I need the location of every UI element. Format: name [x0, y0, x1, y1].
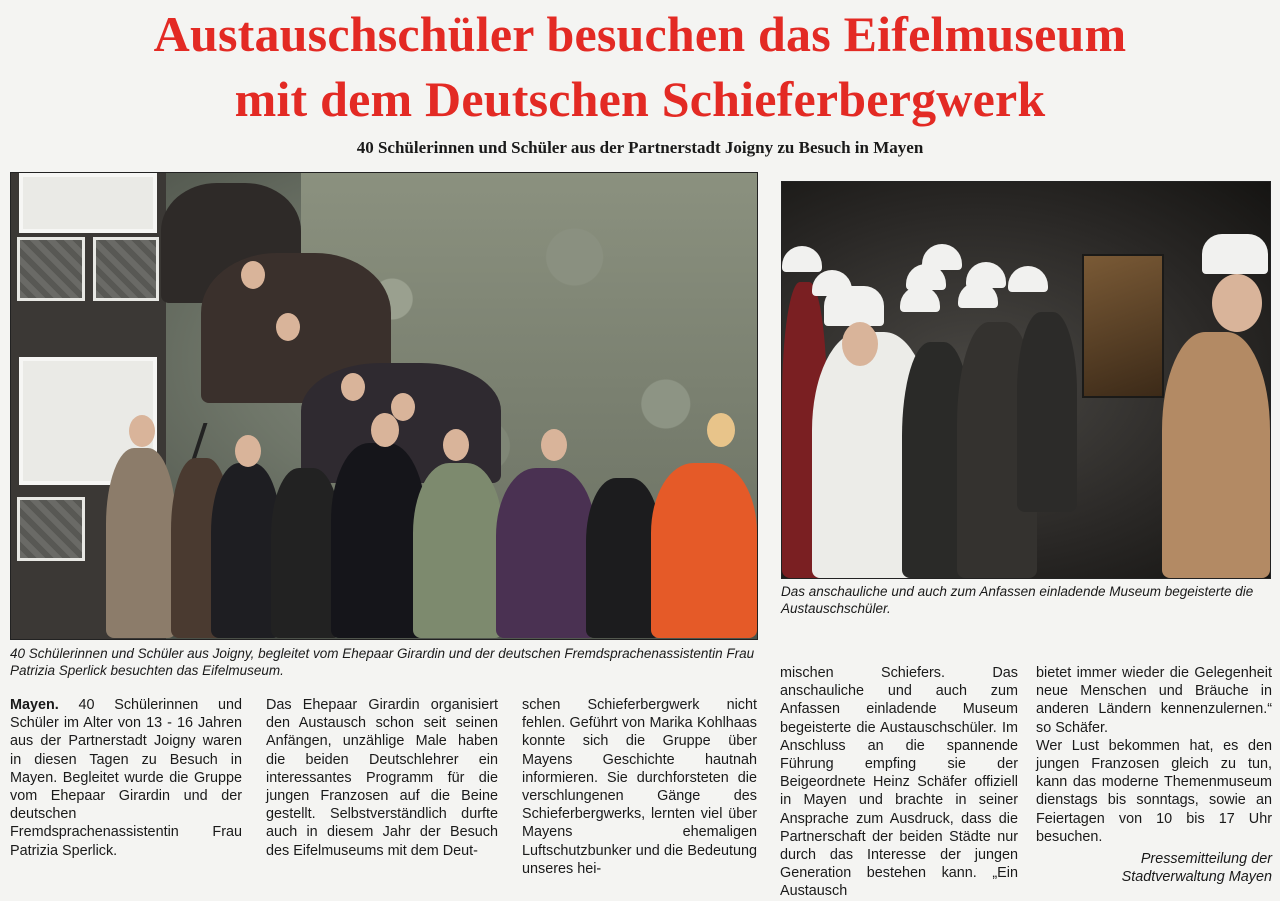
face	[707, 413, 735, 447]
face	[842, 322, 878, 366]
article-column-2	[266, 696, 498, 860]
illuminated-display	[1082, 254, 1164, 398]
student	[586, 478, 661, 638]
woman-green-coat	[413, 463, 503, 638]
face	[371, 413, 399, 447]
article-column-4	[780, 664, 1018, 901]
face	[341, 373, 365, 401]
mine-tour-photo	[781, 181, 1271, 579]
article-column-5	[1036, 664, 1272, 886]
article-column-1	[10, 696, 242, 860]
subheadline: 40 Schülerinnen und Schüler aus der Partnerstadt Joigny zu Besuch in Mayen	[356, 138, 924, 157]
face	[1212, 274, 1262, 332]
face	[235, 435, 261, 467]
helmet-icon	[1008, 266, 1048, 292]
dateline: Mayen.	[10, 697, 59, 713]
museum-guide	[1162, 332, 1270, 578]
face	[443, 429, 469, 461]
article-text: mischen Schiefers. Das anschauliche und auch zum Anfassen einladende Museum begeisterte die Austauschschüler. Im Anschluss an die spannende Führung empfing sie der Beigeordnete Heinz Schäfer offiziell in Mayen und brachte in seiner Ansprache zum Ausdruck, dass die Partnerschaft der beiden Städte nur durch das Interesse der jungen Generation bestehen kann. „Ein Austausch	[780, 665, 1018, 900]
article-text: schen Schieferbergwerk nicht fehlen. Geführt von Marika Kohlhaas konnte sich die Gruppe über Mayens Geschichte hautnah informieren. Sie durchforsteten die verschlungenen Gänge des Schieferbergwerks, lernten viel über Mayens ehemaligen Luftschutzbunker und die Bedeutung unseres hei-	[522, 697, 757, 877]
helmet-icon	[922, 244, 962, 270]
woman-orange-jacket	[651, 463, 757, 638]
article-text: Das Ehepaar Girardin organisiert den Austausch schon seit seinen Anfängen, unzählige Male haben die beiden Deutschlehrer ein interessantes Programm für die jungen Franzosen auf die Beine gestellt. Selbstverständlich durfte auch in diesem Jahr der Besuch des Eifelmuseums mit dem Deut-	[266, 697, 498, 859]
article-text: Wer Lust bekommen hat, es den jungen Franzosen gleich zu tun, kann das moderne Themenmuseum dienstags bis sonntags, sowie an Feiertagen von 10 bis 17 Uhr besuchen.	[1036, 737, 1272, 845]
article-column-3	[522, 696, 757, 878]
signature-line-1: Pressemitteilung der	[1140, 851, 1272, 868]
face	[129, 415, 155, 447]
article-text: bietet immer wieder die Gelegenheit neue Menschen und Bräuche in anderen Ländern kennenzulernen.“ so Schäfer.	[1036, 665, 1272, 736]
window-top	[19, 173, 157, 233]
stone-panel	[17, 237, 85, 301]
helmet-icon	[812, 270, 852, 296]
helmet-icon	[782, 246, 822, 272]
group-photo	[10, 172, 758, 640]
press-release-signature	[1036, 850, 1272, 886]
headline-line-1: Austauschschüler besuchen das Eifelmuseum	[153, 6, 1127, 62]
face	[241, 261, 265, 289]
headline-line-2: mit dem Deutschen Schieferbergwerk	[234, 71, 1046, 127]
adult-man-tan-jacket	[106, 448, 176, 638]
woman-purple-coat	[496, 468, 596, 638]
student	[1017, 312, 1077, 512]
caption-right: Das anschauliche und auch zum Anfassen einladende Museum begeisterte die Austauschschüler.	[781, 584, 1254, 616]
stone-panel	[93, 237, 159, 301]
signature-line-2: Stadtverwaltung Mayen	[1121, 869, 1272, 886]
article-text: 40 Schülerinnen und Schüler im Alter von 13 - 16 Jahren aus der Partnerstadt Joigny waren in diesen Tagen zu Besuch in Mayen. Begleitet wurde die Gruppe vom Ehepaar Girardin und der deutschen Fremdsprachenassistentin Frau Patrizia Sperlick.	[10, 697, 242, 859]
stone-panel	[17, 497, 85, 561]
caption-left: 40 Schülerinnen und Schüler aus Joigny, begleitet vom Ehepaar Girardin und der deutschen Fremdsprachenassistentin Frau Patrizia Sperlick besuchten das Eifelmuseum.	[10, 646, 755, 678]
helmet-icon	[1202, 234, 1268, 274]
face	[276, 313, 300, 341]
helmet-icon	[966, 262, 1006, 288]
adult	[331, 443, 426, 638]
face	[541, 429, 567, 461]
